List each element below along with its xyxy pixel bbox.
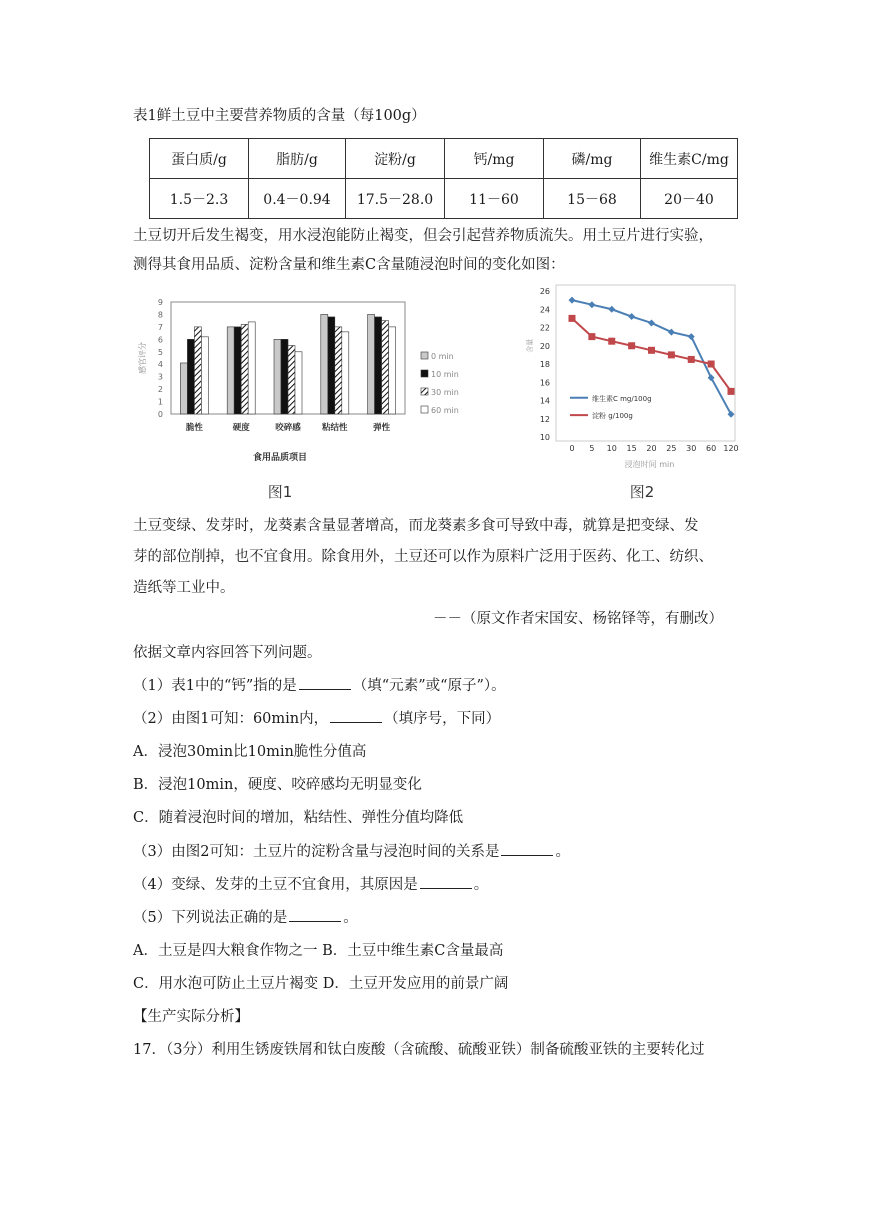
question-4: [133, 873, 488, 894]
answer-blank[interactable]: [330, 708, 382, 723]
x-tick-label: 30: [686, 444, 697, 453]
data-point: [569, 315, 576, 322]
figure-caption: 图1: [267, 483, 293, 501]
bar: [375, 317, 382, 414]
table-header-cell: 维生素C/mg: [641, 139, 738, 179]
bar: [180, 363, 187, 414]
y-tick-label: 22: [539, 323, 550, 333]
legend-label: 淀粉 g/100g: [592, 412, 633, 421]
x-tick-label: 25: [666, 444, 677, 453]
question-2: [133, 707, 500, 728]
legend-swatch: [421, 406, 428, 413]
data-point: [569, 297, 576, 304]
bar: [382, 321, 389, 414]
bar: [194, 327, 201, 414]
y-tick-label: 7: [157, 322, 163, 332]
bar: [227, 327, 234, 414]
data-point: [708, 361, 715, 368]
bar: [368, 314, 375, 414]
paragraph-line: 造纸等工业中。: [133, 580, 235, 596]
bar: [274, 339, 281, 414]
option-line: A．土豆是四大粮食作物之一 B．土豆中维生素C含量最高: [133, 943, 504, 959]
legend-label: 30 min: [431, 388, 459, 397]
question-text: （5）下列说法正确的是: [133, 910, 288, 926]
x-tick-label: 60: [706, 444, 717, 453]
bar: [335, 327, 342, 414]
question-text: （填“元素”或“原子”）。: [352, 678, 506, 694]
bar: [342, 332, 349, 414]
legend-label: 10 min: [431, 370, 459, 379]
x-axis-label: 浸泡时间 min: [624, 460, 675, 469]
question-17: 17．（3分）利用生锈废铁屑和钛白废酸（含硫酸、硫酸亚铁）制备硫酸亚铁的主要转化过: [133, 1042, 705, 1058]
paragraph-line: 土豆变绿、发芽时，龙葵素含量显著增高，而龙葵素多食可导致中毒，就算是把变绿、发: [133, 518, 699, 534]
y-tick-label: 6: [157, 335, 163, 345]
table-cell: 15－68: [544, 179, 641, 219]
answer-blank[interactable]: [289, 907, 341, 922]
question-3: [133, 840, 570, 861]
paragraph-line: 芽的部位削掉，也不宜食用。除食用外，土豆还可以作为原料广泛用于医药、化工、纺织、: [133, 549, 713, 565]
nutrition-table: [149, 138, 738, 219]
x-axis-label: 食用品质项目: [252, 453, 308, 463]
option-line: C．用水泡可防止土豆片褐变 D．土豆开发应用的前景广阔: [133, 976, 509, 992]
table-header-cell: 磷/mg: [544, 139, 641, 179]
question-text: （1）表1中的“钙”指的是: [133, 678, 297, 694]
x-tick-label: 0: [569, 444, 575, 453]
question-text: 。: [555, 844, 570, 860]
y-tick-label: 26: [539, 287, 550, 296]
x-tick-label: 硬度: [232, 423, 250, 433]
data-point: [608, 306, 615, 313]
question-text: 。: [473, 877, 489, 893]
data-point: [588, 301, 595, 308]
y-tick-label: 14: [539, 396, 550, 406]
table-header-cell: 蛋白质/g: [150, 139, 249, 179]
y-tick-label: 5: [157, 347, 163, 357]
x-tick-label: 粘结性: [322, 423, 348, 433]
answer-blank[interactable]: [420, 874, 472, 889]
x-tick-label: 15: [626, 444, 637, 453]
data-point: [628, 313, 635, 320]
y-tick-label: 3: [157, 372, 163, 382]
y-axis-label: 含量: [526, 338, 534, 353]
legend-label: 0 min: [431, 352, 454, 361]
bar: [321, 314, 328, 414]
x-tick-label: 10: [606, 444, 617, 453]
data-point: [728, 388, 735, 395]
table-cell: 11－60: [445, 179, 544, 219]
question-text: （3）由图2可知：土豆片的淀粉含量与浸泡时间的关系是: [133, 844, 500, 860]
question-text: （2）由图1可知：60min内，: [133, 711, 329, 727]
y-tick-label: 0: [157, 410, 163, 419]
bar: [187, 339, 194, 414]
option-line: A．浸泡30min比10min脆性分值高: [133, 744, 367, 760]
series-line: [572, 318, 731, 391]
data-point: [668, 351, 675, 358]
instruction: 依据文章内容回答下列问题。: [133, 645, 322, 661]
section-heading: 【生产实际分析】: [133, 1009, 249, 1025]
legend-swatch: [421, 370, 428, 377]
bar: [281, 339, 288, 414]
y-tick-label: 10: [539, 433, 550, 442]
x-tick-label: 5: [589, 444, 595, 453]
y-tick-label: 9: [157, 298, 163, 307]
table-row: [150, 179, 738, 219]
x-tick-label: 120: [723, 444, 739, 453]
bar: [201, 337, 208, 414]
table-header-cell: 钙/mg: [445, 139, 544, 179]
legend-swatch: [421, 352, 428, 359]
table-cell: 17.5－28.0: [346, 179, 445, 219]
x-tick-label: 20: [646, 444, 657, 453]
question-1: [133, 674, 506, 695]
data-point: [648, 319, 655, 326]
bar: [328, 317, 335, 414]
data-point: [608, 338, 615, 345]
table-cell: 0.4－0.94: [249, 179, 346, 219]
y-tick-label: 1: [157, 397, 163, 407]
data-point: [648, 347, 655, 354]
option-line: B．浸泡10min，硬度、咬碎感均无明显变化: [133, 777, 422, 793]
paragraph-line: 测得其食用品质、淀粉含量和维生素C含量随浸泡时间的变化如图：: [133, 257, 565, 273]
bar: [234, 327, 241, 414]
y-tick-label: 18: [539, 360, 550, 369]
attribution: －－（原文作者宋国安、杨铭铎等，有删改）: [433, 611, 723, 627]
data-point: [628, 342, 635, 349]
table-header-row: [150, 139, 738, 179]
question-text: （填序号，下同）: [384, 711, 501, 727]
question-5: [133, 906, 358, 927]
bar: [295, 352, 302, 414]
legend-label: 60 min: [431, 406, 459, 415]
data-point: [588, 333, 595, 340]
y-tick-label: 16: [539, 378, 550, 388]
question-text: 。: [343, 910, 358, 926]
bar: [248, 322, 255, 414]
paragraph-line: 土豆切开后发生褐变，用水浸泡能防止褐变，但会引起营养物质流失。用土豆片进行实验，: [133, 228, 713, 244]
x-tick-label: 弹性: [373, 423, 391, 433]
question-text: （4）变绿、发芽的土豆不宜食用，其原因是: [133, 877, 418, 893]
table-cell: 20－40: [641, 179, 738, 219]
y-tick-label: 24: [539, 305, 550, 315]
option-line: C．随着浸泡时间的增加，粘结性、弹性分值均降低: [133, 810, 464, 826]
bar: [288, 346, 295, 414]
y-tick-label: 20: [539, 341, 550, 351]
y-tick-label: 12: [539, 414, 550, 424]
y-tick-label: 4: [157, 360, 163, 370]
table-cell: 1.5－2.3: [150, 179, 249, 219]
data-point: [688, 333, 695, 340]
figure-2-line-chart: [520, 283, 745, 505]
figure-1-bar-chart: [133, 290, 478, 505]
answer-blank[interactable]: [299, 675, 351, 690]
legend-label: 维生素C mg/100g: [592, 394, 652, 403]
legend-swatch: [421, 388, 428, 395]
x-tick-label: 咬碎感: [275, 423, 301, 433]
answer-blank[interactable]: [501, 841, 553, 856]
y-axis-label: 感官评分: [138, 342, 147, 374]
bar: [389, 327, 396, 414]
data-point: [688, 356, 695, 363]
figure-caption: 图2: [629, 483, 655, 501]
table-header-cell: 脂肪/g: [249, 139, 346, 179]
table-header-cell: 淀粉/g: [346, 139, 445, 179]
y-tick-label: 8: [157, 310, 163, 320]
y-tick-label: 2: [157, 385, 163, 395]
data-point: [668, 329, 675, 336]
x-tick-label: 脆性: [185, 423, 203, 433]
table-title: 表1鲜土豆中主要营养物质的含量（每100g）: [133, 108, 426, 124]
bar: [241, 324, 248, 414]
